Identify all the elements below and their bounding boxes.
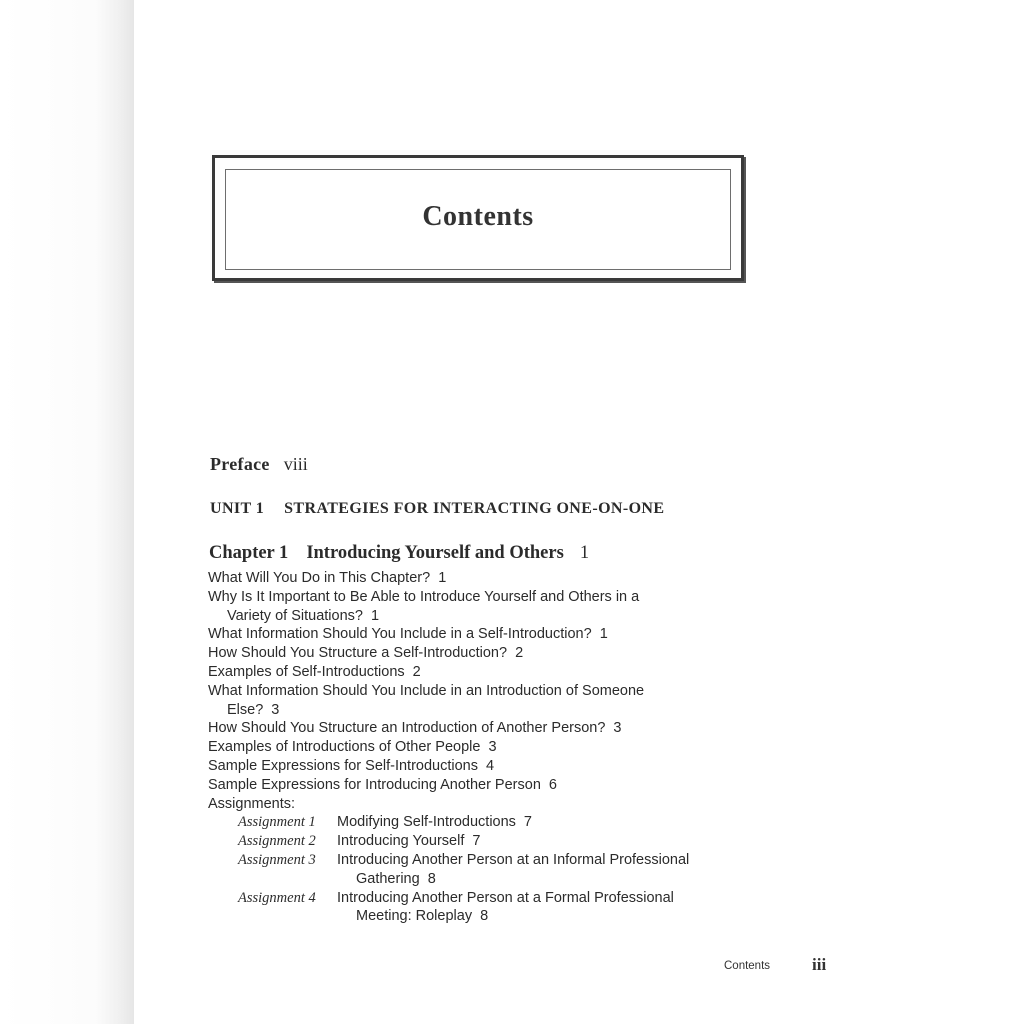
toc-entry-cont-text: Variety of Situations? (227, 607, 363, 624)
toc-entry-cont-text: Else? (227, 701, 264, 718)
toc-entry-page: 6 (548, 776, 557, 793)
assignment-cont-text: Gathering (356, 870, 420, 887)
toc-entry-text: Examples of Self-Introductions (208, 663, 405, 680)
toc-entry-text: How Should You Structure an Introduction of Another Person? (208, 720, 606, 737)
toc-entry-text: Why Is It Important to Be Able to Introduce Yourself and Others in a (208, 588, 640, 605)
toc-entry (208, 588, 808, 626)
assignment-label: Assignment 1 (238, 814, 316, 831)
assignment-label: Assignment 2 (238, 833, 316, 850)
chapter-heading (209, 543, 589, 564)
assignment-label: Assignment 4 (238, 889, 316, 906)
chapter-label: Chapter 1 (209, 543, 289, 563)
assignment-text: Introducing Yourself (337, 833, 465, 850)
assignment-continuation (238, 907, 808, 926)
toc-entry (208, 776, 808, 795)
chapter-page: 1 (579, 543, 590, 563)
toc-entry-page: 3 (613, 720, 622, 737)
assignments-heading (208, 795, 808, 814)
toc-entry (208, 663, 808, 682)
preface-label: Preface (210, 454, 270, 474)
assignment-page: 8 (480, 908, 489, 925)
preface-page: viii (283, 454, 308, 474)
assignment-page: 8 (427, 870, 436, 887)
toc-entry (208, 682, 808, 720)
toc-entry (208, 719, 808, 738)
toc-entry-page: 3 (271, 701, 280, 718)
toc-entry-continuation (208, 701, 808, 720)
assignment-entry (208, 813, 808, 832)
title-frame (212, 155, 744, 281)
toc-list (208, 569, 808, 926)
toc-entry-text: What Will You Do in This Chapter? (208, 570, 431, 586)
running-footer-label: Contents (724, 960, 771, 972)
toc-entry (208, 644, 808, 663)
unit-title: STRATEGIES FOR INTERACTING ONE-ON-ONE (284, 500, 665, 517)
toc-entry-page: 1 (438, 570, 447, 586)
assignment-entry (208, 851, 808, 889)
assignment-cont-text: Meeting: Roleplay (356, 908, 473, 925)
toc-entry (208, 569, 808, 588)
assignment-page: 7 (523, 814, 532, 831)
assignments-heading-text: Assignments: (208, 795, 296, 812)
toc-entry-text: Sample Expressions for Introducing Another Person (208, 776, 541, 793)
assignment-text: Introducing Another Person at an Informal Professional (337, 851, 690, 868)
toc-entry-text: Sample Expressions for Self-Introductions (208, 757, 478, 774)
chapter-title: Introducing Yourself and Others (306, 543, 564, 563)
toc-entry-page: 3 (488, 739, 497, 756)
assignment-page: 7 (472, 833, 481, 850)
title-frame-inner (225, 169, 731, 270)
preface-entry (210, 454, 308, 475)
assignment-entry (208, 889, 808, 927)
toc-entry-page: 2 (515, 645, 524, 662)
toc-entry (208, 738, 808, 757)
toc-entry-text: What Information Should You Include in an Introduction of Someone (208, 682, 645, 699)
unit-label: UNIT 1 (210, 500, 265, 517)
assignment-text: Modifying Self-Introductions (337, 814, 516, 831)
page-gutter-shadow (0, 0, 134, 1024)
unit-heading (210, 500, 664, 518)
assignment-text: Introducing Another Person at a Formal Professional (337, 889, 674, 906)
page-title: Contents (422, 201, 534, 232)
toc-entry-page: 1 (370, 607, 380, 624)
assignment-entry (208, 832, 808, 851)
toc-entry (208, 625, 808, 644)
toc-entry-page: 1 (599, 626, 608, 643)
toc-entry-page: 4 (486, 757, 495, 774)
assignment-continuation (238, 870, 808, 889)
toc-entry (208, 757, 808, 776)
toc-entry-text: What Information Should You Include in a Self-Introduction? (208, 626, 592, 643)
toc-entry-page: 2 (412, 663, 421, 680)
toc-entry-text: Examples of Introductions of Other People (208, 739, 481, 756)
toc-entry-continuation (208, 607, 808, 626)
assignment-label: Assignment 3 (238, 851, 316, 868)
page-number: iii (812, 955, 827, 974)
toc-entry-text: How Should You Structure a Self-Introduction? (208, 645, 508, 662)
